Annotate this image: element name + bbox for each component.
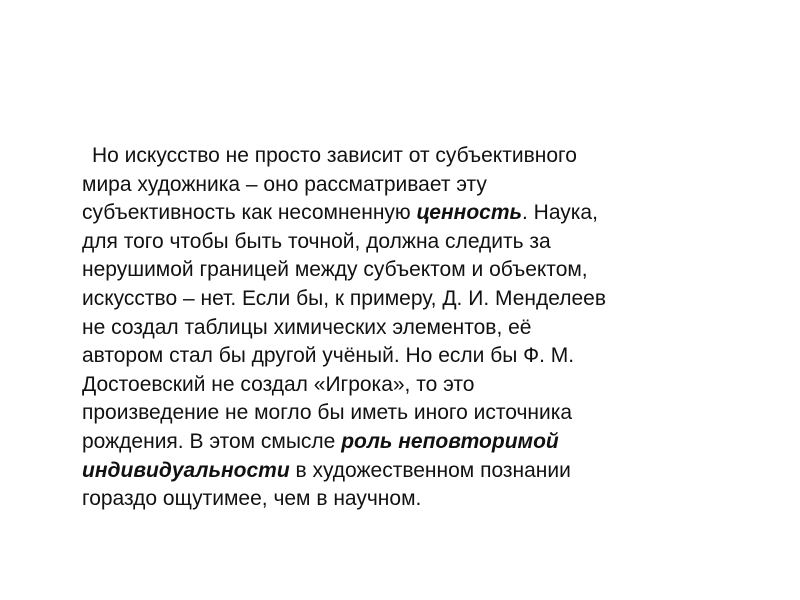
text-line xyxy=(82,171,762,200)
text-segment: рождения. В этом смысле xyxy=(82,429,342,453)
text-line xyxy=(82,199,762,228)
text-segment: автором стал бы другой учёный. Но если бы Ф. М. xyxy=(82,344,575,368)
text-segment: Достоевский не создал «Игрока», то это xyxy=(82,372,475,396)
text-segment: в художественном познании xyxy=(289,458,571,482)
text-segment: не создал таблицы химических элементов, её xyxy=(82,315,532,339)
text-segment: искусство – нет. Если бы, к примеру, Д. И. Менделеев xyxy=(82,286,606,310)
text-line xyxy=(82,285,762,314)
text-segment: гораздо ощутимее, чем в научном. xyxy=(82,487,422,511)
emphasized-text: ценность xyxy=(416,201,522,225)
text-segment: нерушимой границей между субъектом и объектом, xyxy=(82,258,588,282)
text-line xyxy=(82,228,762,257)
text-line xyxy=(82,256,762,285)
text-line xyxy=(82,485,762,514)
emphasized-text: роль неповторимой xyxy=(341,429,559,453)
text-line xyxy=(82,399,762,428)
text-line xyxy=(82,457,762,486)
text-line xyxy=(82,314,762,343)
text-segment: субъективность как несомненную xyxy=(82,201,417,225)
text-line xyxy=(82,428,762,457)
text-segment: . Наука, xyxy=(521,201,598,225)
text-segment: Но искусство не просто зависит от субъективного xyxy=(92,144,577,167)
text-segment: произведение не могло бы иметь иного источника xyxy=(82,401,573,425)
text-segment: мира художника – оно рассматривает эту xyxy=(82,172,487,196)
emphasized-text: индивидуальности xyxy=(82,458,290,482)
text-line xyxy=(82,371,762,400)
text-line xyxy=(82,142,762,171)
paragraph-text xyxy=(82,142,762,514)
text-line xyxy=(82,342,762,371)
text-segment: для того чтобы быть точной, должна следить за xyxy=(82,229,551,253)
